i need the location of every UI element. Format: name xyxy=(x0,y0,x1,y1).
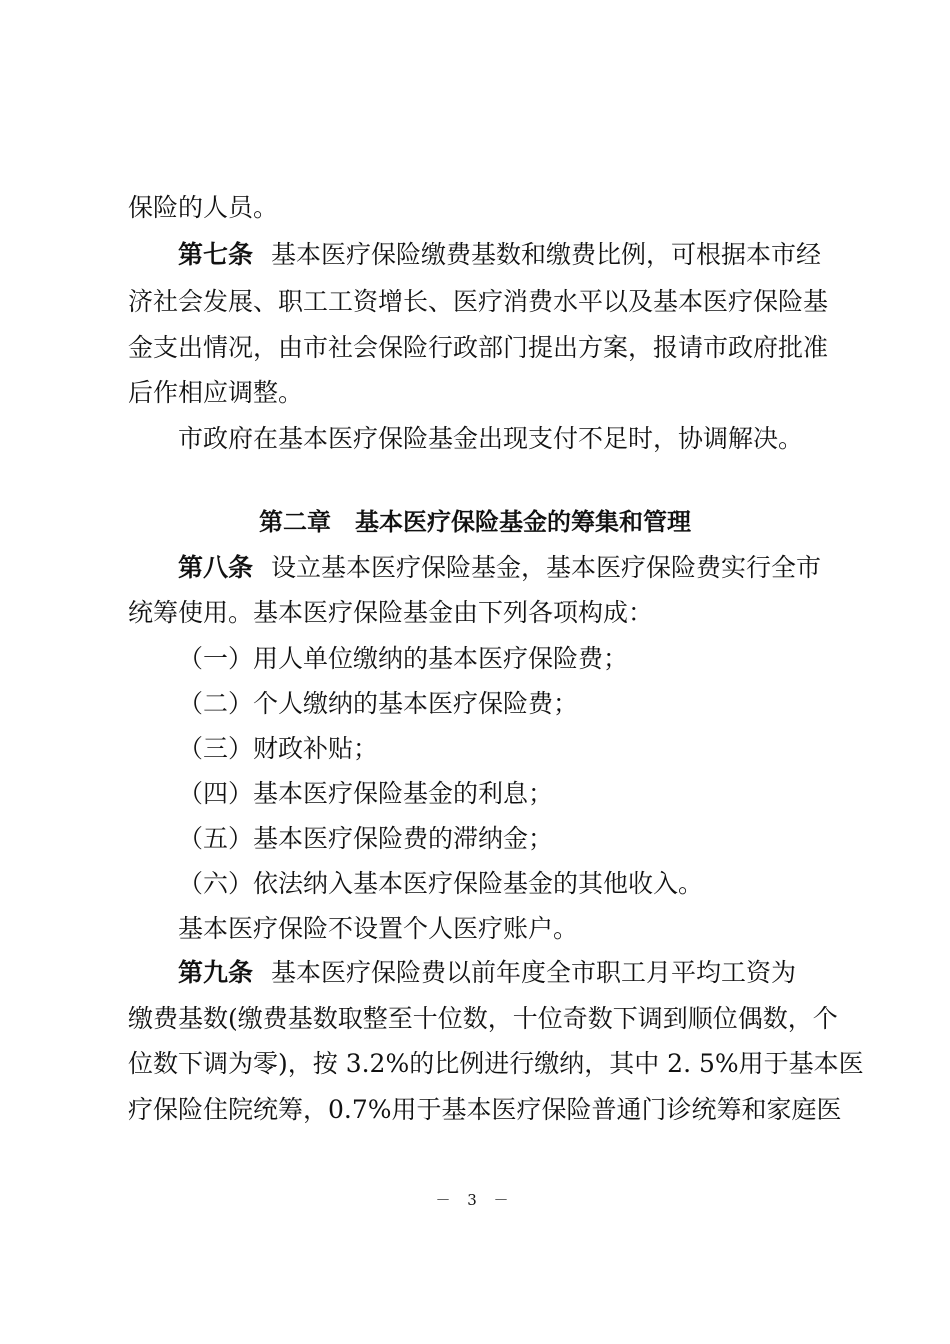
list-item-text: （二）个人缴纳的基本医疗保险费； xyxy=(178,689,579,718)
paragraph-text: 保险的人员。 xyxy=(128,193,279,222)
paragraph-text: 位数下调为零)，按 3.2%的比例进行缴纳，其中 2. 5%用于基本医 xyxy=(128,1049,864,1078)
chapter-number: 第二章 xyxy=(259,508,331,536)
article-8-label: 第八条 xyxy=(178,553,254,582)
list-item-text: （四）基本医疗保险基金的利息； xyxy=(178,779,554,808)
list-item-text: （六）依法纳入基本医疗保险基金的其他收入。 xyxy=(178,869,704,898)
paragraph-text: 疗保险住院统筹，0.7%用于基本医疗保险普通门诊统筹和家庭医 xyxy=(128,1095,842,1124)
list-item-text: （五）基本医疗保险费的滞纳金； xyxy=(178,824,554,853)
chapter-heading xyxy=(0,505,950,539)
article-9-label: 第九条 xyxy=(178,958,254,987)
list-item-text: （三）财政补贴； xyxy=(178,734,379,763)
paragraph-text: 后作相应调整。 xyxy=(128,378,304,407)
paragraph-text: 缴费基数(缴费基数取整至十位数，十位奇数下调到顺位偶数，个 xyxy=(128,1004,838,1033)
list-item-text: （一）用人单位缴纳的基本医疗保险费； xyxy=(178,644,629,673)
paragraph-text: 设立基本医疗保险基金，基本医疗保险费实行全市 xyxy=(271,553,822,582)
article-7-label: 第七条 xyxy=(178,240,254,269)
paragraph-text: 基本医疗保险不设置个人医疗账户。 xyxy=(178,914,579,943)
chapter-title: 基本医疗保险基金的筹集和管理 xyxy=(355,508,691,536)
page-number: － 3 － xyxy=(435,1191,515,1209)
paragraph-text: 济社会发展、职工工资增长、医疗消费水平以及基本医疗保险基 xyxy=(128,287,829,316)
paragraph-text: 基本医疗保险缴费基数和缴费比例，可根据本市经 xyxy=(271,240,822,269)
paragraph-text: 市政府在基本医疗保险基金出现支付不足时，协调解决。 xyxy=(178,424,804,453)
paragraph-text: 基本医疗保险费以前年度全市职工月平均工资为 xyxy=(271,958,797,987)
paragraph-text: 金支出情况，由市社会保险行政部门提出方案，报请市政府批准 xyxy=(128,333,829,362)
paragraph-text: 统筹使用。基本医疗保险基金由下列各项构成： xyxy=(128,598,654,627)
